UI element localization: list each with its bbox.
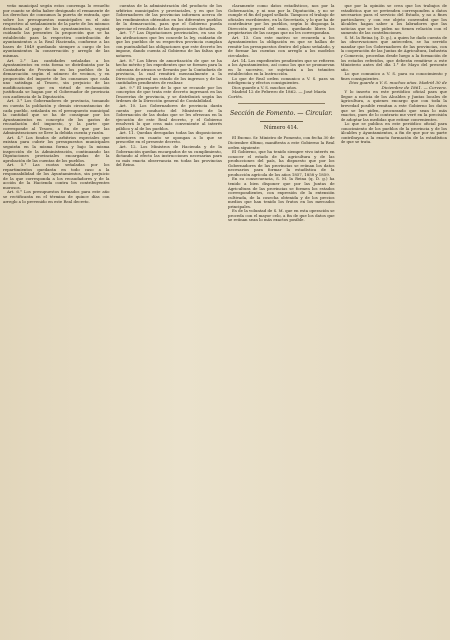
paragraph: Art. 13. Con este motivo se recuerda a los Ayuntamientos la obligación en que se hallan de remitir los presupuestos dentro del plazo señalado, y de formar las cuentas con arreglo a los modelos circulados.: [228, 34, 335, 59]
text-column-1: [3, 4, 110, 640]
text-column-2: [116, 4, 223, 640]
paragraph: El Gobierno, que ha tenido siempre vivo interés en conocer el estado de la agricultura y de las producciones del país, ha dispuesto que por los Gobernadores de las provincias se reúnan los datos necesarios para formar la estadística de la producción agrícola de los años 1857, 1858 y 1859.: [228, 149, 335, 177]
paragraph: Lo que se publica en este periódico oficial para conocimiento de los pueblos de la provincia y de los Alcaldes y Ayuntamientos, a fin de que por su parte contribuyan a la exacta formación de la estadística de que se trata.: [340, 121, 447, 145]
paragraph: Art. 7.° Las Diputaciones provinciales, en uso de las atribuciones que les concede la ley, cuidarán de que los pueblos de su respectiva provincia cumplan con puntualidad las obligaciones que este decreto les impone, dando cuenta al Gobierno de las faltas que notaren.: [115, 30, 222, 59]
section-divider: [238, 103, 325, 104]
paragraph: Art. 10. Los Gobernadores de provincia darán cuenta por conducto del Ministerio de la Gobernación de las dudas que se les ofrezcan en la ejecución de este Real decreto, y el Gobierno resolverá lo que crea más conveniente al interés público y al de los pueblos.: [115, 103, 222, 131]
date-line: Madrid 12 de Febrero de 1862. — José María Cortés.: [228, 89, 327, 99]
heading-rule: [260, 121, 303, 122]
paragraph: Art. 2.° Las cantidades señaladas a los Ayuntamientos en esta forma se distribuirán por la Contaduría de Provincia en los pueblos de la demarcación según el número de vecinos, y en proporción del importe de los consumos que cada uno satisfaga al Tesoro, sin perjuicio de las modificaciones que en virtud de reclamación justificada se hagan por el Gobernador de provincia con audiencia de la Diputación.: [3, 57, 110, 99]
section-number: Número 414.: [263, 125, 299, 132]
paragraph: Art. 5.° Las cuotas señaladas por los repartimientos quedarán en todo caso a la responsabilidad de los Ayuntamientos, sin perjuicio de la que corresponda a los recaudadores y de la acción de la Hacienda contra los contribuyentes morosos.: [3, 162, 110, 190]
paragraph: Art. 11. Quedan derogadas todas las disposiciones anteriores en cuanto se opongan a lo que se prescribe en el presente decreto.: [115, 130, 222, 145]
paragraph: Art. 6.° Los presupuestos formados para este año se rectificarán en el término de quince días con arreglo a lo prevenido en este Real decreto.: [3, 189, 110, 204]
paragraph: Lo que comunico a V. S. para su conocimiento y fines consiguientes.: [340, 71, 447, 81]
paragraph: que por la opinión se crea que los trabajos de estadística que se pretenden corresponden a datos necesarios para el servicio del Estado, y no a fines particulares; y con ese objeto convendrá que los Alcaldes hagan saber a los labradores que las noticias que se les piden no tienen relación con el aumento de las contribuciones.: [340, 4, 447, 36]
paragraph: Art. 14. Los expedientes pendientes que se refieren a los Ayuntamientos, así como los que se promuevan en lo sucesivo, se sujetarán a los trámites establecidos en la Instrucción.: [228, 57, 335, 77]
paragraph: Es de la voluntad de S. M. que en esta operación se proceda con el mayor celo, a fin de que los datos que se reúnan sean lo más exactos posible.: [228, 208, 335, 223]
signature-line: Dios guarde a V. S. muchos años. Madrid 30 de Diciembre de 1861. — Corvera.: [349, 80, 447, 90]
paragraph: S. M. la Reina (q. D. g.), a quien he dado cuenta de las observaciones que anteceden, se ha servido mandar que los Gobernadores de las provincias, con la cooperación de las Juntas de Agricultura, Industria y Comercio, procedan desde luego a la formación de los estados referidos, que deberán remitirse a este Ministerio antes del día 1.° de Mayo del presente año.: [340, 34, 447, 72]
paragraph: Y lo inserto en este periódico oficial para que llegue a noticia de los Alcaldes y Juntas locales de Agricultura, a quienes encargo que con toda la brevedad posible remitan a este Gobierno los datos que se les piden, procurando que sean lo más exactos, pues de lo contrario me veré en la precisión de adoptar las medidas que estime convenientes.: [340, 89, 447, 122]
paragraph: veño municipal según estos convenga lo resuelto por cuanto se deba haber designado el remanente de los derechos de consumos la puerta de entrada, que sobre los presupuestos municipales en el año respectivo al señalamiento de la parte de los mismos destinada al pago de los ayuntamientos, seguirá cuidando las presentes la proporción que se ha establecido para la respectiva contribución de ayuntamientos a la Real Hacienda, conforme a las bases de 1849 quedando siempre a cargo de los ayuntamientos la conservación y arreglo de las mismas.: [3, 4, 110, 59]
text-column-4: [341, 4, 448, 640]
paragraph: Art. 8.° Los libros de amortización de que se ha hecho mérito y los expedientes que se formen para la cobranza de atrasos se llevarán por la Contaduría de provincia, la cual remitirá mensualmente a la Dirección general un estado de los ingresos y de las cantidades pendientes de realizar.: [115, 57, 222, 86]
paragraph: El Excmo. Sr. Ministro de Fomento, con fecha 30 de Diciembre último, manifiesta a este Gobierno la Real orden siguiente:: [228, 135, 335, 150]
paragraph: Lo que de Real orden comunico a V. S. para su inteligencia y efectos consiguientes.: [228, 75, 335, 86]
paragraph: Dios guarde a V. S. muchos años.: [232, 84, 298, 90]
section-title: Sección de Fomento. — Circular.: [230, 110, 333, 118]
paragraph: En su consecuencia, S. M. la Reina (q. D. g.) ha tenido a bien disponer que por las Juntas de Agricultura de las provincias se formen los estados correspondientes, con expresión de la extensión cultivada, de la cosecha obtenida y de los precios medios que han tenido los frutos en los mercados principales.: [228, 176, 335, 209]
paragraph: cuentas de la administración del producto de los arbitrios municipales y provinciales, y en que los Gobernadores de las provincias informen acerca de los rendimientos obtenidos en los diferentes pueblos de la demarcación, para que el Gobierno pueda apreciar el resultado de las disposiciones dictadas.: [115, 4, 222, 31]
text-column-3: [228, 4, 335, 640]
paragraph: Art. 4.° Los fondos de arbitrios especiales que existan para cubrir los presupuestos municipales seguirán en la misma forma y bajo la misma inspección de la Administración, continuando las Diputaciones provinciales encargadas de la aprobación de las cuentas de los pueblos.: [3, 134, 110, 163]
paragraph: Art. 3.° Los Gobernadores de provincia, tomando en cuenta la población y demás circunstancias de cada pueblo, señalarán en el presupuesto municipal la cantidad que se ha de consignar por los Ayuntamientos en concepto de los gastos de recaudación del impuesto, y la parte que corresponde al Tesoro, a fin de que por las Administraciones se lleve la debida cuenta y razón.: [3, 98, 110, 136]
paragraph: Art. 9.° El importe de lo que se recaude por los conceptos de que trata este decreto ingresará en las Tesorerías de provincia, y se distribuirá según las órdenes de la Dirección general de Contabilidad.: [115, 84, 222, 104]
paragraph: Art. 12. Los Ministros de Hacienda y de la Gobernación quedan encargados de su cumplimiento, dictando al efecto las instrucciones necesarias para su más exacta observancia en todas las provincias del Reino.: [115, 143, 222, 168]
section-heading: [228, 110, 335, 132]
paragraph: claramente como datos estadísticos, nos por la Gobernación, y ni uno por la Diputación, y no se cumple el fin del papel sellado. Tampoco el trabajo de oficiales escribientes, en la Secretaría, y lo que ha de contribuirse por los pueblos, según lo disponga la Dirección general del ramo, quedando libres los propietarios de las cargas que no les correspondan.: [228, 4, 335, 36]
